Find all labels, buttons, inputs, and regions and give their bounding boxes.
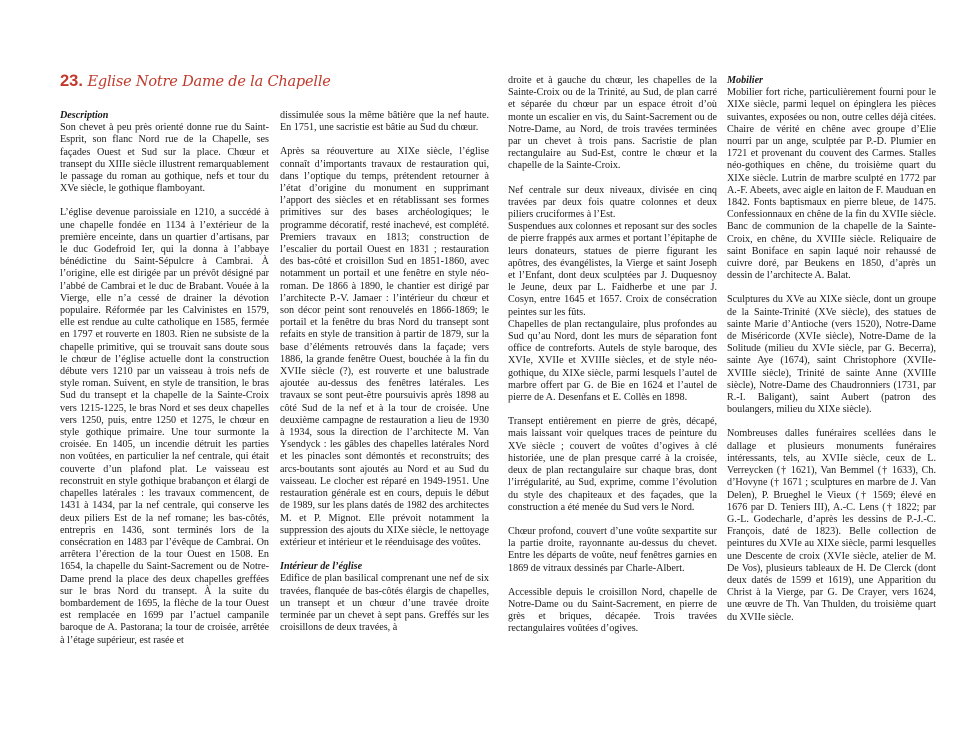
paragraph: Accessible depuis le croisillon Nord, chapelle de Notre-Dame ou du Saint-Sacrement, en pierre de grès et briques, décapée. Trois travées rectangulaires voûtées d’ogives. [508,586,717,635]
paragraph: Nef centrale sur deux niveaux, divisée en cinq travées par deux fois quatre colonnes et deux piliers cruciformes à l’Est. [508,184,717,221]
paragraph: Transept entièrement en pierre de grès, décapé, mais laissant voir quelques traces de peinture du XVe siècle ; couvert de voûtes d’ogives à clé historiée, une de plan presque carré à la croisée, deux de plan rectangulaire sur chaque bras, dont l’irrégularité, au Sud, exprime, comme l’évolution du style des chapiteaux et des façades, que la construction a été menée du Sud vers le Nord. [508,416,717,513]
paragraph: Après sa réouverture au XIXe siècle, l’église connaît d’importants travaux de restauration qui, dans l’optique du temps, prétendent retourner à l’état d’origine du monument en supprimant l’apport des siècles et en rétablissant ses formes primitives sur des bases archéologiques; le programme décoratif, resté inachevé, est complété. Premiers travaux en 1813; construction de l’escalier du portail Ouest en 1831 ; restauration des bas-côté et croisillon Sud en 1851-1860, avec notamment un portail et une fenêtre en style néo-roman. De 1866 à 1890, le chantier est dirigé par l’architecte P.-V. Jamaer : l’intérieur du chœur et son décor peint sont renouvelés en 1866-1869; le portail et la fenêtre du bras Nord du transept sont refaits en style de transition à partir de 1879, sur la base d’éléments retrouvés dans la façade; vers 1886, la grande fenêtre Ouest, bouchée à la fin du XVIIe siècle (?), est rouverte et une balustrade ajoutée au-dessus des fenêtres latérales. Les travaux se sont peut-être poursuivis après 1898 au côté Sud de la nef et à la tour de croisée. Une deuxième campagne de restauration a lieu de 1930 à 1934, sous la direction de l’architecte M. Van Ysendyck : les gâbles des chapelles latérales Nord et les pinacles sont démontés et reconstruits; des arcs-boutants sont ajoutés au Nord et au Sud du vaisseau. Le clocher est réparé en 1949-1951. Une restauration générale est en cours, depuis le début de 1989, sur les plans datés de 1982 des architectes M. et P. Mignot. Elle prévoit notamment la suppression des ajouts du XIXe siècle, le nettoyage extérieur et intérieur et le réenduisage des voûtes. [280,146,489,548]
paragraph: droite et à gauche du chœur, les chapelles de la Sainte-Croix ou de la Trinité, au Sud, de plan carré et séparée du chœur par un espace étroit d’où monte un escalier en vis, du Saint-Sacrement ou de Notre-Dame, au Nord, de trois travées terminées par un chevet à trois pans. Sacristie de plan rectangulaire au Sud-Est, contre le chœur et la chapelle de la Sainte-Croix. [508,75,717,172]
section-title: Eglise Notre Dame de la Chapelle [87,74,331,90]
column-2 [280,110,489,646]
heading-mobilier: Mobilier [727,75,764,86]
paragraph: Suspendues aux colonnes et reposant sur des socles de pierre frappés aux armes et portant l’épitaphe de leurs donateurs, statues de pierre figurant les apôtres, des évangélistes, la Vierge et saint Joseph et l’Enfant, dont deux sculptées par J. Duquesnoy le Jeune, deux par L. Faidherbe et une par J. Cosyn, entre 1645 et 1657. Croix de consécration peintes sur les fûts. [508,221,717,318]
paragraph: Sculptures du XVe au XIXe siècle, dont un groupe de la Sainte-Trinité (XVe siècle), des statues de sainte Marie d’Antioche (vers 1520), Notre-Dame de Miséricorde (XVIe siècle), Notre-Dame de la Solitude (milieu du XVIe siècle, par G. Becerra), sainte Aye (1674), saint Christophore (XVIIe-XVIIIe siècle), Trinité de sainte Anne (XVIIIe siècle), Notre-Dame des Chaudronniers (1731, par R.-I. Baligant), saint Aubert (patron des boulangers, milieu du XIXe siècle). [727,294,936,416]
column-1 [60,62,269,659]
paragraph: L’église devenue paroissiale en 1210, a succédé à une chapelle fondée en 1134 à l’extérieur de la première enceinte, dans un quartier d’artisans, par le duc Godefroid Ier, qui la donna à l’abbaye bénédictine du Saint-Sépulcre à Cambrai. À l’origine, elle est dirigée par un prévôt désigné par l’abbé de Cambrai et le duc de Brabant. Vouée à la Vierge, elle n’a cessé de drainer la dévotion populaire. Réformée par les Calvinistes en 1579, elle est rendue au culte catholique en 1585, fermée en 1797 et rouverte en 1803. Rien ne subsiste de la chapelle primitive, qui se trouvait sans doute sous le chœur de l’église actuelle dont la construction débute vers 1210 par un vaisseau à trois nefs de style roman. Suivent, en style de transition, le bras Sud du transept et la chapelle de la Sainte-Croix vers 1215-1225, le bras Nord et ses deux chapelles vers 1250, puis, entre 1250 et 1275, le chœur en style gothique primaire. Une tour surmonte la croisée. En 1405, un incendie détruit les parties non voûtées, en particulier la nef centrale, qui était couverte d’un plafond plat. Le vaisseau est reconstruit en style gothique brabançon et élargi de chapelles latérales : les travaux commencent, de 1431 à 1434, par la nef centrale, qui conserve les deux piliers Est de la nef romane; les bas-côtés, entrepris en 1436, sont terminés lors de la consécration en 1483 par l’évêque de Cambrai. On arrêtera l’érection de la tour Ouest en 1508. En 1654, la chapelle du Saint-Sacrement ou de Notre-Dame prend la place des deux chapelles greffées sur le bras Nord du transept. À la suite du bombardement de 1695, la flèche de la tour Ouest est remplacée en 1699 par l’actuel campanile baroque de A. Pastorana; la tour de croisée, arrêtée à l’étage supérieur, est rasée et [60,207,269,646]
section-number: 23. [60,72,83,90]
paragraph: Edifice de plan basilical comprenant une nef de six travées, flanquée de bas-côtés élargis de chapelles, un transept et un chœur d’une travée droite terminée par un chevet à sept pans. Greffés sur les croisillons de deux travées, à [280,573,489,634]
paragraph: Chœur profond, couvert d’une voûte sexpartite sur la partie droite, rayonnante au-dessus du chevet. Entre les départs de voûte, neuf fenêtres garnies en 1869 de vitraux dessinés par Charle-Albert. [508,525,717,574]
heading-description: Description [60,110,109,121]
paragraph: Chapelles de plan rectangulaire, plus profondes au Sud qu’au Nord, dont les murs de séparation font office de contreforts. Autels de style baroque, des XVIe, XVIIe et XVIIIe siècles, et de style néo-gothique, du XIXe siècle, parmi lesquels l’autel de marbre offert par G. de Bie en 1624 et l’autel de pierre de A. Desenfans et E. Collès en 1898. [508,318,717,404]
column-3 [508,75,717,648]
paragraph: Son chevet à peu près orienté donne rue du Saint-Esprit, son flanc Nord rue de la Chapelle, ses façades Ouest et Sud sur la place. Chœur et transept du XIIIe siècle illustrent remarquablement le passage du roman au gothique, nefs et tour du XVe siècle, le gothique flamboyant. [60,122,269,195]
paragraph: dissimulée sous la même bâtière que la nef haute. En 1751, une sacristie est bâtie au Sud du chœur. [280,110,489,134]
paragraph: Mobilier fort riche, particulièrement fourni pour le XIXe siècle, parmi lequel on épinglera les pièces suivantes, exposées ou non, outre celles déjà citées. Chaire de vérité en chêne avec groupe d’Elie nourri par un ange, sculptée par P.-D. Plumier en 1721 et provenant du couvent des Carmes. Stalles néo-gothiques en chêne, du troisième quart du XIXe siècle. Lutrin de marbre sculpté en 1772 par A.-F. Abeets, avec aigle en laiton de F. Mauduan en 1842. Fonts baptismaux en pierre bleue, de 1475. Confessionnaux en chêne de la fin du XVIIe siècle. Banc de communion de la chapelle de la Sainte-Croix, en chêne, du XVIIIe siècle. Reliquaire de saint Boniface en sapin laqué noir rehaussé de cuivre doré, par Beukens en 1850, d’après un dessin de l’architecte A. Balat. [727,87,936,282]
heading-interieur: Intérieur de l’église [280,561,363,573]
paragraph: Nombreuses dalles funéraires scellées dans le dallage et plusieurs monuments funéraires intéressants, tels, au XVIIe siècle, ceux de L. Verreycken († 1621), Van Bemmel († 1633), Ch. d’Hovyne († 1671 ; sculptures en marbre de J. Van Delen), P. Brueghel le Vieux († 1569; élevé en 1676 par D. Teniers III), A.-C. Lens († 1822; par G.-L. Godecharle, d’après les dessins de P.-J.-C. François, daté de 1823). Belle collection de peintures du XVIe au XIXe siècle, parmi lesquelles une Descente de croix (XVIe siècle, atelier de M. De Vos), plusieurs tableaux de H. De Clerck (dont deux datés de 1599 et 1619), une Apparition du Christ à la Vierge, par G. De Crayer, vers 1624, une œuvre de Th. Van Thulden, du troisième quart du XVIIe siècle. [727,428,936,623]
column-4 [727,75,936,636]
